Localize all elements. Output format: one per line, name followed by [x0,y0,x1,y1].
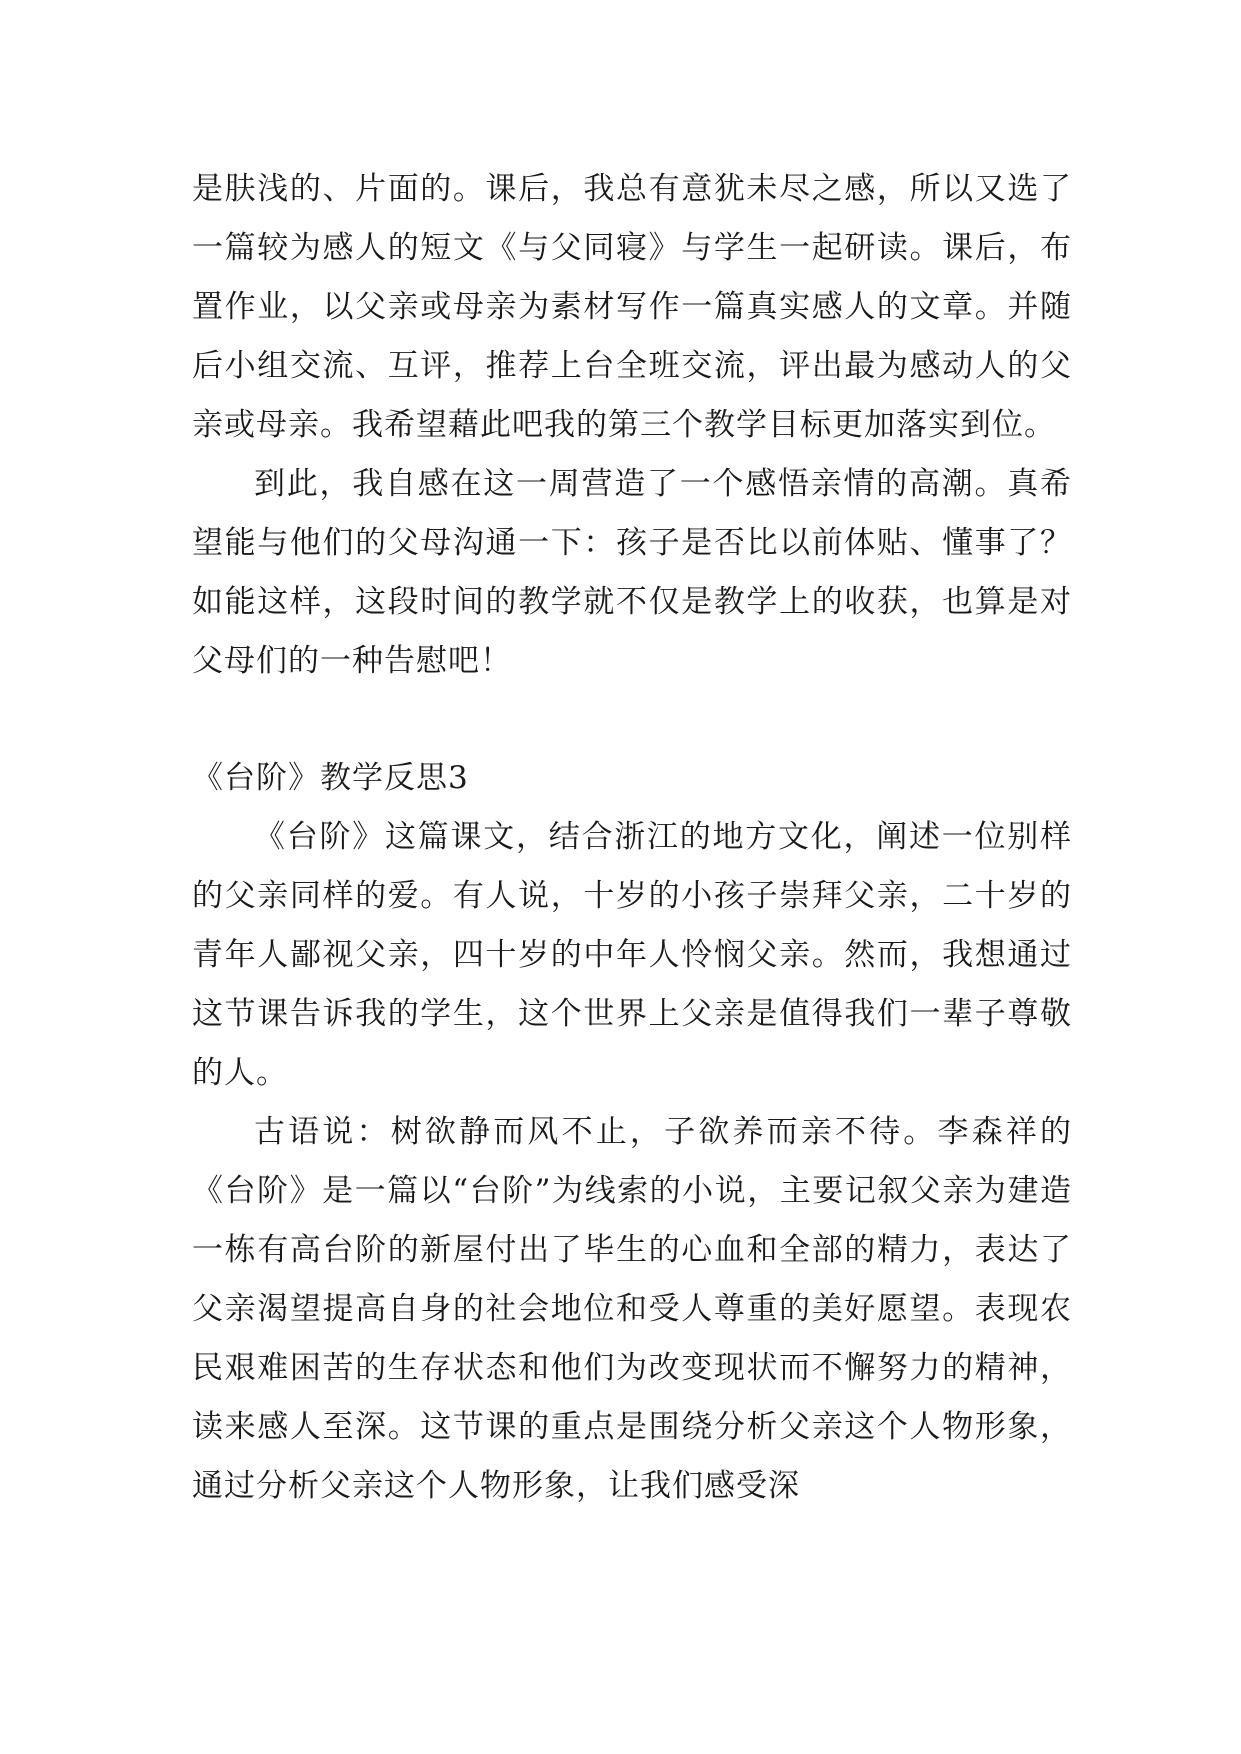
paragraph-reflection-summary: 到此，我自感在这一周营造了一个感悟亲情的高潮。真希望能与他们的父母沟通一下：孩子是否比以前体贴、懂事了？如能这样，这段时间的教学就不仅是教学上的收获，也算是对父母们的一种告慰吧！ [192,466,1072,679]
paragraph-analysis: 古语说：树欲静而风不止，子欲养而亲不待。李森祥的《台阶》是一篇以“台阶”为线索的小说，主要记叙父亲为建造一栋有高台阶的新屋付出了毕生的心血和全部的精力，表达了父亲渴望提高自身的社会地位和受人尊重的美好愿望。表现农民艰难困苦的生存状态和他们为改变现状而不懈努力的精神，读来感人至深。这节课的重点是围绕分析父亲这个人物形象，通过分析父亲这个人物形象，让我们感受深 [192,1114,1072,1504]
document-body [192,160,1072,1516]
section-heading: 《台阶》教学反思3 [192,760,469,796]
paragraph-intro: 《台阶》这篇课文，结合浙江的地方文化，阐述一位别样的父亲同样的爱。有人说，十岁的小孩子崇拜父亲，二十岁的青年人鄙视父亲，四十岁的中年人怜悯父亲。然而，我想通过这节课告诉我的学生，这个世界上父亲是值得我们一辈子尊敬的人。 [192,819,1072,1091]
paragraph-continuation: 是肤浅的、片面的。课后，我总有意犹未尽之感，所以又选了一篇较为感人的短文《与父同寝》与学生一起研读。课后，布置作业，以父亲或母亲为素材写作一篇真实感人的文章。并随后小组交流、互评，推荐上台全班交流，评出最为感动人的父亲或母亲。我希望藉此吧我的第三个教学目标更加落实到位。 [192,171,1072,443]
